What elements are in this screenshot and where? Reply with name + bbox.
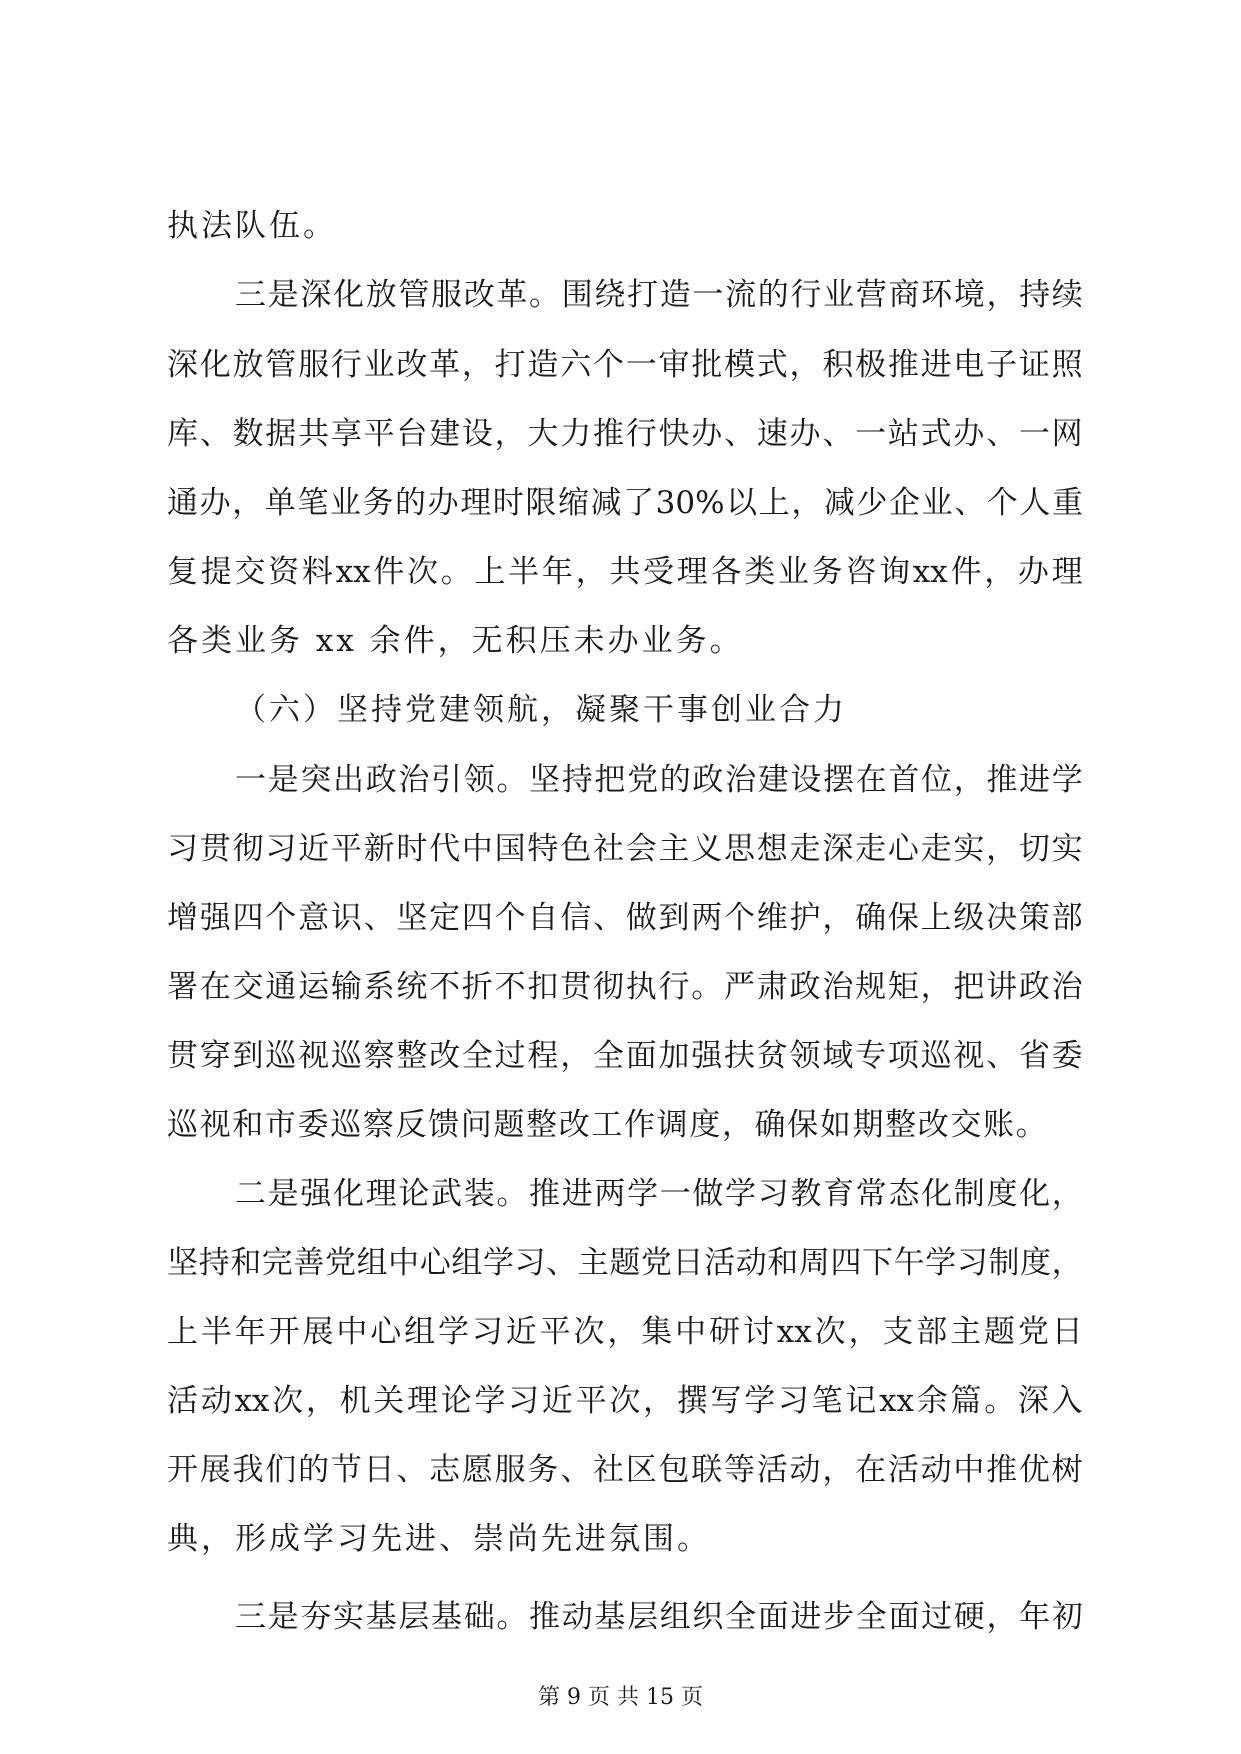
- text-line: 活 动 xx 次 ， 机 关 理 论 学 习 近 平 次 ， 撰 写 学 习 笔 记 xx 余 篇 。 深 入: [167, 1383, 1083, 1419]
- text-line: 坚 持 和 完 善 党 组 中 心 组 学 习 、 主 题 党 日 活 动 和 周 四 下 午 学 习 制 度 ，: [167, 1245, 1083, 1281]
- text-line: 署 在 交 通 运 输 系 统 不 折 不 扣 贯 彻 执 行 。 严 肃 政 治 规 矩 ， 把 讲 政 治: [167, 969, 1083, 1005]
- text-line: 一 是 突 出 政 治 引 领 。 坚 持 把 党 的 政 治 建 设 摆 在 首 位 ， 推 进 学: [235, 762, 1083, 798]
- page-number-footer: 第 9 页 共 15 页: [538, 1685, 703, 1710]
- section-heading: （六）坚持党建领航，凝聚干事创业合力: [235, 692, 847, 728]
- text-line: 执法队伍。: [167, 208, 337, 244]
- text-line: 深 化 放 管 服 行 业 改 革 ， 打 造 六 个 一 审 批 模 式 ， 积 极 推 进 电 子 证 照: [167, 347, 1083, 383]
- text-line: 库 、 数 据 共 享 平 台 建 设 ， 大 力 推 行 快 办 、 速 办 、 一 站 式 办 、 一 网: [167, 416, 1083, 452]
- text-line: 巡 视 和 市 委 巡 察 反 馈 问 题 整 改 工 作 调 度 ， 确 保 如 期 整 改 交 账 。: [167, 1107, 1047, 1143]
- text-line: 上 半 年 开 展 中 心 组 学 习 近 平 次 ， 集 中 研 讨 xx 次 ， 支 部 主 题 党 日: [167, 1314, 1083, 1350]
- text-line: 三 是 夯 实 基 层 基 础 。 推 动 基 层 组 织 全 面 进 步 全 面 过 硬 ， 年 初: [235, 1599, 1083, 1635]
- text-line: 三 是 深 化 放 管 服 改 革 。 围 绕 打 造 一 流 的 行 业 营 商 环 境 ， 持 续: [235, 277, 1083, 313]
- text-line: 复 提 交 资 料 xx 件 次 。 上 半 年 ， 共 受 理 各 类 业 务 咨 询 xx 件 ， 办 理: [167, 554, 1083, 590]
- text-line: 各类业务 xx 余件，无积压未办业务。: [167, 623, 744, 659]
- text-line: 习 贯 彻 习 近 平 新 时 代 中 国 特 色 社 会 主 义 思 想 走 深 走 心 走 实 ， 切 实: [167, 831, 1083, 867]
- text-line: 贯 穿 到 巡 视 巡 察 整 改 全 过 程 ， 全 面 加 强 扶 贫 领 域 专 项 巡 视 、 省 委: [167, 1038, 1083, 1074]
- text-line: 开 展 我 们 的 节 日 、 志 愿 服 务 、 社 区 包 联 等 活 动 ， 在 活 动 中 推 优 树: [167, 1452, 1083, 1488]
- text-line: 典，形成学习先进、崇尚先进氛围。: [167, 1521, 711, 1557]
- text-line: 增 强 四 个 意 识 、 坚 定 四 个 自 信 、 做 到 两 个 维 护 ， 确 保 上 级 决 策 部: [167, 900, 1083, 936]
- text-line: 二 是 强 化 理 论 武 装 。 推 进 两 学 一 做 学 习 教 育 常 态 化 制 度 化 ，: [235, 1176, 1083, 1212]
- text-line: 通 办 ， 单 笔 业 务 的 办 理 时 限 缩 减 了 30% 以 上 ， 减 少 企 业 、 个 人 重: [167, 485, 1083, 521]
